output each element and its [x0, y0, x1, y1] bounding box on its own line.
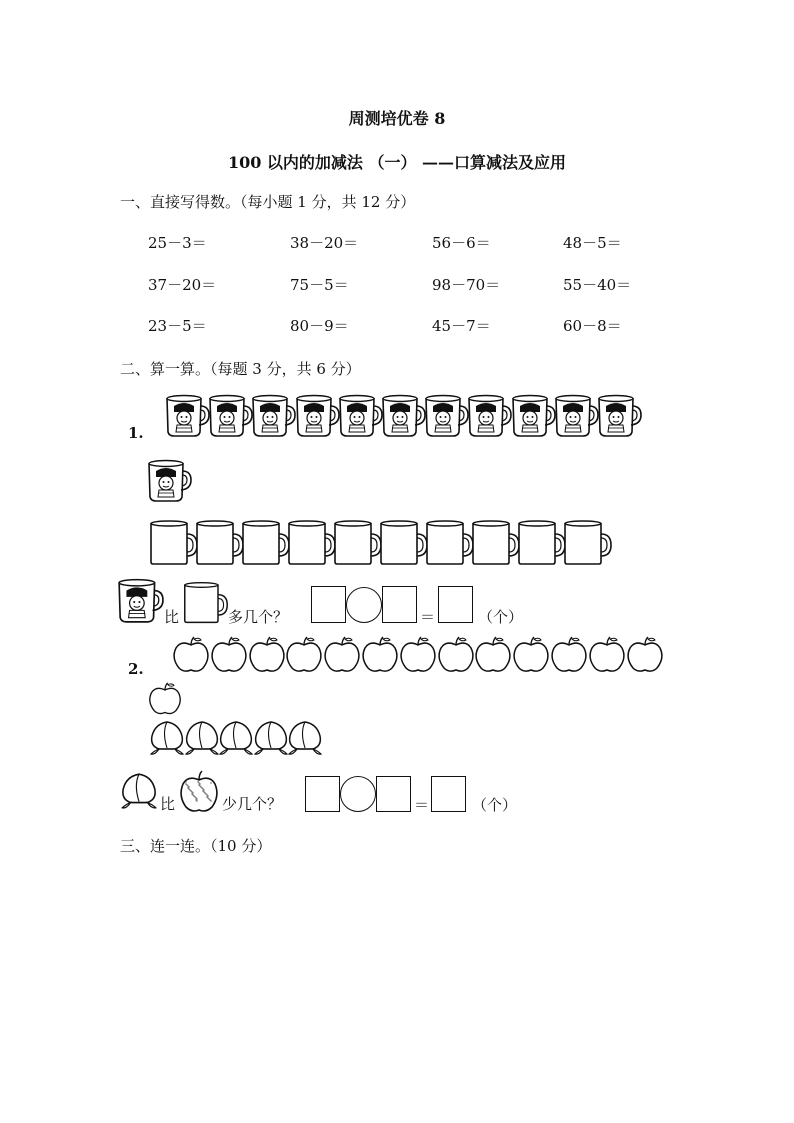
question-text: 多几个？: [228, 608, 289, 626]
pattern-cup-icon: [596, 394, 642, 442]
equation-item: 37－20＝: [148, 276, 217, 294]
unit-label: （个）: [478, 608, 524, 626]
section1-heading: 一、直接写得数。（每小题 1 分，共 12 分）: [120, 193, 416, 211]
plain-cup-icon: [378, 520, 430, 570]
apple-icon: [322, 636, 362, 678]
apple-icon: [398, 636, 438, 678]
compare-word: 比: [164, 608, 180, 626]
equation-item: 75－5＝: [290, 276, 349, 294]
plain-cup-icon: [182, 580, 230, 630]
apple-icon: [209, 636, 249, 678]
pattern-cup-icon: [337, 394, 383, 442]
equals-sign: ＝: [420, 608, 436, 626]
question1-number: 1.: [128, 424, 144, 442]
answer-box-subtrahend[interactable]: [382, 586, 417, 623]
plain-cup-icon: [516, 520, 568, 570]
equation-item: 45－7＝: [432, 317, 491, 335]
answer-box-subtrahend[interactable]: [376, 776, 411, 812]
apple-icon: [360, 636, 400, 678]
unit-label: （个）: [472, 796, 518, 814]
plain-cup-icon: [194, 520, 246, 570]
equation-item: 55－40＝: [563, 276, 632, 294]
pattern-cup-icon: [164, 394, 210, 442]
equation-item: 98－70＝: [432, 276, 501, 294]
apple-icon: [284, 636, 324, 678]
answer-box-minuend[interactable]: [311, 586, 346, 623]
section3-heading: 三、连一连。（10 分）: [120, 837, 272, 855]
answer-box-result[interactable]: [431, 776, 466, 812]
pattern-cup-icon: [116, 578, 164, 628]
plain-cup-icon: [286, 520, 338, 570]
apple-icon: [511, 636, 551, 678]
apple-icon: [625, 636, 665, 678]
equation-item: 38－20＝: [290, 234, 359, 252]
pattern-cup-icon: [207, 394, 253, 442]
apple-icon: [178, 770, 220, 818]
apple-icon: [147, 681, 183, 721]
pattern-cup-icon: [250, 394, 296, 442]
equation-item: 60－8＝: [563, 317, 622, 335]
apple-icon: [247, 636, 287, 678]
compare-word: 比: [160, 795, 176, 813]
equation-item: 80－9＝: [290, 317, 349, 335]
apple-icon: [587, 636, 627, 678]
plain-cup-icon: [562, 520, 614, 570]
question-text: 少几个？: [222, 795, 283, 813]
equation-item: 25－3＝: [148, 234, 207, 252]
pattern-cup-icon: [294, 394, 340, 442]
equation-item: 56－6＝: [432, 234, 491, 252]
plain-cup-icon: [148, 520, 200, 570]
plain-cup-icon: [470, 520, 522, 570]
peach-icon: [285, 718, 325, 762]
page-subtitle: 100 以内的加减法 （一） ——口算减法及应用: [227, 153, 567, 172]
pattern-cup-icon: [380, 394, 426, 442]
apple-icon: [473, 636, 513, 678]
answer-box-minuend[interactable]: [305, 776, 340, 812]
page-title: 周测培优卷 8: [348, 109, 446, 128]
peach-icon: [118, 770, 160, 816]
equation-item: 23－5＝: [148, 317, 207, 335]
pattern-cup-icon: [553, 394, 599, 442]
question2-number: 2.: [128, 660, 144, 678]
apple-icon: [436, 636, 476, 678]
plain-cup-icon: [424, 520, 476, 570]
apple-icon: [171, 636, 211, 678]
section2-heading: 二、算一算。（每题 3 分，共 6 分）: [120, 360, 361, 378]
equals-sign: ＝: [414, 796, 430, 814]
equation-item: 48－5＝: [563, 234, 622, 252]
pattern-cup-icon: [423, 394, 469, 442]
answer-box-result[interactable]: [438, 586, 473, 623]
plain-cup-icon: [332, 520, 384, 570]
pattern-cup-icon: [466, 394, 512, 442]
pattern-cup-icon: [146, 459, 192, 507]
operator-circle[interactable]: [346, 587, 382, 623]
pattern-cup-icon: [510, 394, 556, 442]
operator-circle[interactable]: [340, 776, 376, 812]
apple-icon: [549, 636, 589, 678]
plain-cup-icon: [240, 520, 292, 570]
